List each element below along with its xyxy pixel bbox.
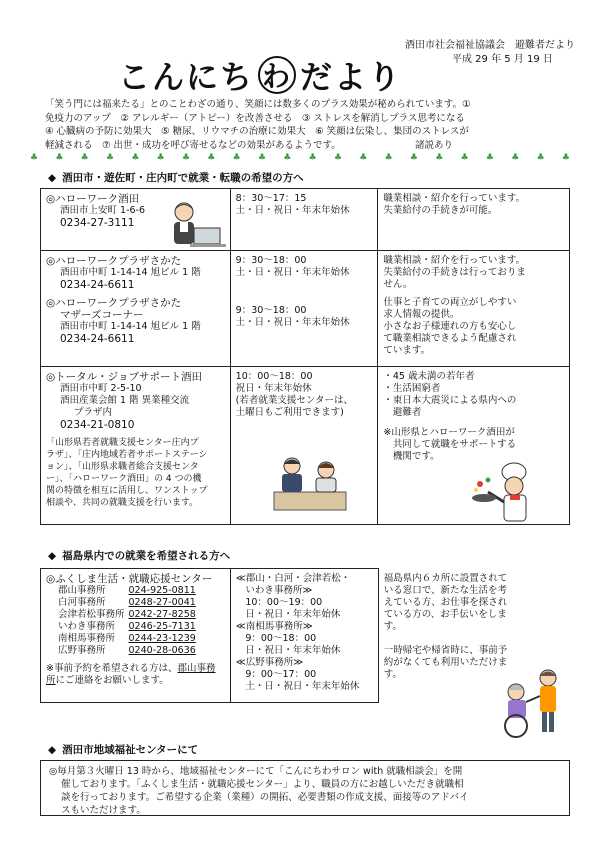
section1-heading (48, 170, 304, 185)
desc-text: 相談や、共同の就職支援を行います。 (46, 498, 199, 508)
target-item: ・生活困窮者 (383, 383, 441, 394)
desc-text: ョン」、「山形県求職者総合支援センタ (46, 462, 199, 472)
clover-icon: ♣ (308, 153, 317, 163)
clover-icon: ♣ (359, 153, 368, 163)
desc-text: 「山形県若者就職支援センター庄内プ (46, 438, 199, 448)
salon-text: 催しております。「ふくしま生活・就職応援センター」より、職員の方にお越しいただき就職相 (61, 779, 464, 790)
office-phone: 0234-24-6611 (60, 279, 135, 291)
koriyama-link-tail[interactable]: 所 (46, 675, 56, 686)
hours-text: 9：00～18：00 (235, 633, 317, 644)
clover-icon: ♣ (485, 153, 494, 163)
desc-text: 失業給付の手続きが可能。 (383, 205, 498, 216)
caregiver-illustration (496, 666, 568, 740)
closed-days: 土・日・祝日・年末年始休 (235, 317, 350, 328)
section1-heading-text: 酒田市・遊佐町・庄内町で就業・転職の希望の方へ (62, 172, 304, 184)
issue-date: 平成 29 年 5 月 19 日 (452, 54, 553, 65)
intro-line: 「笑う門には福来たる」とのことわざの通り、笑顔には数多くのプラス効果が秘められています。① (45, 99, 471, 110)
clover-icon: ♣ (333, 153, 343, 163)
intro-line: 免疫力のアップ ② アレルギー（アトピー）を改善させる ③ ストレスを解消しプラス思考になる (45, 112, 465, 124)
hours-note: (若者就業支援センターは、 (235, 395, 353, 406)
clover-icon: ♣ (409, 153, 418, 163)
desc-text: 約がなくても利用いただけま (383, 656, 508, 668)
office-name: ◎ハローワークプラザさかた (46, 297, 182, 309)
note-text: にご連絡をお願いします。 (55, 675, 169, 686)
desc-text: 仕事と子育ての両立がしやすい (383, 297, 517, 308)
clover-icon: ♣ (384, 153, 393, 163)
target-item: ・45 歳未満の若年者 (383, 371, 475, 382)
intro-text (45, 98, 565, 152)
hours-text: 土・日・祝日・年末年始休 (235, 681, 360, 692)
hours-text: 10：00～18：00 (235, 371, 313, 382)
hours-cell (230, 569, 378, 703)
intro-line: ④ 心臓病の予防に効果大 ⑤ 糖尿、リウマチの治療に効果大 ⑥ 笑顔は伝染し、集団のストレスが (45, 126, 469, 137)
target-item: 避難者 (383, 407, 422, 418)
desc-text: 関の特徴を相互に活用し、ワンストップ (46, 486, 208, 496)
clover-icon: ♣ (181, 153, 191, 163)
office-phone[interactable]: 0244-23-1239 (128, 633, 196, 644)
office-phone[interactable]: 0246-25-7131 (128, 621, 196, 632)
list-item (58, 621, 200, 633)
desc-text: 小さなお子様連れの方も安心し (383, 321, 517, 332)
office-address: プラザ内 (74, 407, 113, 418)
reservation-note-2 (46, 675, 225, 687)
hours-text: 9：00～17：00 (235, 669, 317, 680)
title-post: だより (300, 58, 403, 96)
note-text: ※山形県とハローワーク酒田が (383, 427, 515, 438)
list-item (58, 585, 200, 597)
salon-text: 談を行っております。ご希望する企業（業種）の開拓、必要書類の作成支援、面接等のアドバイ (61, 792, 469, 803)
desc-text: ています。 (383, 345, 431, 356)
section3-heading (48, 742, 198, 757)
office-phone[interactable]: 0248-27-0041 (128, 597, 196, 608)
office-address: 酒田市中町 1-14-14 旭ビル 1 階 (60, 321, 201, 332)
hours-text: ≪広野事務所≫ (235, 657, 304, 668)
section2-heading-text: 福島県内での就業を希望される方へ (62, 550, 231, 562)
desc-text: ラザ」、「庄内地域若者サポートステーシ (46, 450, 208, 460)
intro-line: 軽減される ⑦ 出世・成功を呼び寄せるなどの効果があるようです。 諸説あり (45, 139, 454, 151)
list-item (58, 609, 200, 621)
office-cell (41, 251, 231, 367)
office-name: いわき事務所 (58, 621, 116, 632)
office-cell (41, 367, 231, 525)
salon-text: ◎毎月第３火曜日 13 時から、地域福祉センターにて「こんにちわサロン with 就職相談会」を開 (49, 766, 463, 777)
hours-text: 9：30～18：00 (235, 305, 307, 316)
office-worker-illustration (162, 198, 228, 250)
salon-info-box (40, 760, 570, 816)
hours-text: 日・祝日・年末年始休 (235, 609, 341, 620)
desc-text: ー」、「ハローワーク酒田」の 4 つの機 (46, 474, 202, 484)
office-phone[interactable]: 0242-27-8258 (128, 609, 196, 620)
hours-note: 土曜日もご利用できます) (235, 407, 344, 418)
hours-text: 10：00～19：00 (235, 597, 323, 608)
list-item (58, 597, 200, 609)
office-name: ◎ハローワークプラザさかた (46, 255, 182, 267)
hours-text: ≪郡山・白河・会津若松・ (235, 573, 351, 584)
office-address: 酒田市中町 2-5-10 (60, 383, 142, 394)
closed-days: 祝日・年末年始休 (235, 383, 312, 394)
desc-text: 失業給付の手続きは行っておりま (383, 267, 526, 278)
office-phone: 0234-21-0810 (60, 419, 135, 431)
closed-days: 土・日・祝日・年末年始休 (235, 267, 350, 278)
list-item (58, 633, 200, 645)
clover-icon: ♣ (536, 153, 545, 163)
table-row (41, 189, 570, 251)
office-name: 南相馬事務所 (58, 633, 116, 644)
note-text: ※事前予約を希望される方は、 (46, 663, 178, 674)
chef-illustration (470, 462, 550, 530)
office-name: 広野事務所 (58, 645, 106, 656)
diamond-icon: ◆ (48, 744, 57, 756)
hours-cell (230, 189, 378, 251)
clover-icon: ♣ (156, 153, 165, 163)
clover-icon: ♣ (511, 153, 520, 163)
office-phone: 0234-27-3111 (60, 217, 135, 229)
clover-icon: ♣ (80, 153, 89, 163)
center-name: ◎ふくしま生活・就職応援センター (46, 573, 213, 585)
koriyama-link[interactable]: 郡山事務 (177, 663, 216, 674)
salon-text: スもいただけます。 (61, 805, 146, 816)
clover-icon: ♣ (283, 153, 292, 163)
desc-text: 職業相談・紹介を行っています。 (383, 193, 526, 204)
clover-icon: ♣ (232, 153, 241, 163)
office-phone-list (58, 585, 200, 657)
office-address: 酒田市上安町 1-6-6 (60, 205, 146, 216)
note-text: 機関です。 (383, 451, 440, 462)
clover-icon: ♣ (131, 153, 140, 163)
clover-icon: ♣ (561, 153, 570, 163)
section2-table (40, 568, 570, 703)
office-phone[interactable]: 0240-28-0636 (128, 645, 196, 656)
office-name: 会津若松事務所 (58, 609, 125, 620)
office-phone: 0234-24-6611 (60, 333, 135, 345)
clover-icon: ♣ (257, 153, 267, 163)
table-row (41, 569, 571, 703)
target-item: ・東日本大震災による県内への (383, 395, 517, 406)
org-name: 酒田市社会福祉協議会 避難者だより (405, 40, 575, 51)
table-row (41, 251, 570, 367)
desc-text: 求人情報の提供。 (383, 309, 460, 320)
hours-cell (230, 251, 378, 367)
clover-icon: ♣ (460, 153, 469, 163)
clover-icon: ♣ (30, 153, 39, 163)
section2-heading (48, 548, 230, 563)
section3-heading-text: 酒田市地域福祉センターにて (62, 744, 199, 756)
hours-text: 9：30～18：00 (235, 255, 307, 266)
support-description (46, 437, 225, 509)
clover-icon: ♣ (55, 153, 64, 163)
desc-text: いる窓口で、新たな生活を考 (383, 584, 507, 596)
clover-icon: ♣ (435, 153, 444, 163)
hours-text: いわき事務所≫ (235, 585, 313, 596)
office-name: 郡山事務所 (58, 585, 106, 596)
desc-cell (378, 251, 570, 367)
center-cell (41, 569, 231, 703)
desc-text: す。 (383, 620, 402, 632)
office-name: 白河事務所 (58, 597, 106, 608)
desc-text: ている方の、お手伝いをしま (383, 608, 507, 620)
desc-text: 福島県内６カ所に設置されて (383, 572, 508, 584)
office-name: ◎ハローワーク酒田 (46, 193, 140, 205)
closed-days: 土・日・祝日・年末年始休 (235, 205, 350, 216)
office-subname: マザーズコーナー (60, 309, 144, 321)
note-text: 共同して就職をサポートする (383, 439, 517, 450)
desc-text: て職業相談できるよう配慮され (383, 333, 517, 344)
clover-divider (30, 153, 570, 163)
clover-icon: ♣ (207, 153, 216, 163)
list-item (58, 645, 200, 657)
desc-text: 一時帰宅や帰省時に、事前予 (383, 644, 508, 656)
title-circle: わ (258, 56, 296, 94)
clover-icon: ♣ (105, 153, 115, 163)
consultation-illustration (270, 452, 350, 514)
desc-text: 職業相談・紹介を行っています。 (383, 255, 526, 266)
newsletter-title (118, 52, 402, 98)
desc-text: えている方、お仕事を探され (383, 596, 508, 608)
office-name: ◎トータル・ジョブサポート酒田 (46, 371, 202, 383)
desc-cell (378, 189, 570, 251)
reservation-note (46, 663, 225, 675)
hours-text: 8：30～17：15 (235, 193, 307, 204)
diamond-icon: ◆ (48, 550, 57, 562)
office-address: 酒田産業会館 1 階 異業種交流 (60, 395, 190, 406)
desc-text: す。 (383, 668, 402, 680)
hours-text: 日・祝日・年末年始休 (235, 645, 341, 656)
diamond-icon: ◆ (48, 172, 57, 184)
office-address: 酒田市中町 1-14-14 旭ビル 1 階 (60, 267, 201, 278)
office-phone[interactable]: 024-925-0811 (128, 585, 196, 596)
desc-text: せん。 (383, 279, 413, 290)
title-pre: こんにち (118, 58, 255, 96)
hours-text: ≪南相馬事務所≫ (235, 621, 313, 632)
